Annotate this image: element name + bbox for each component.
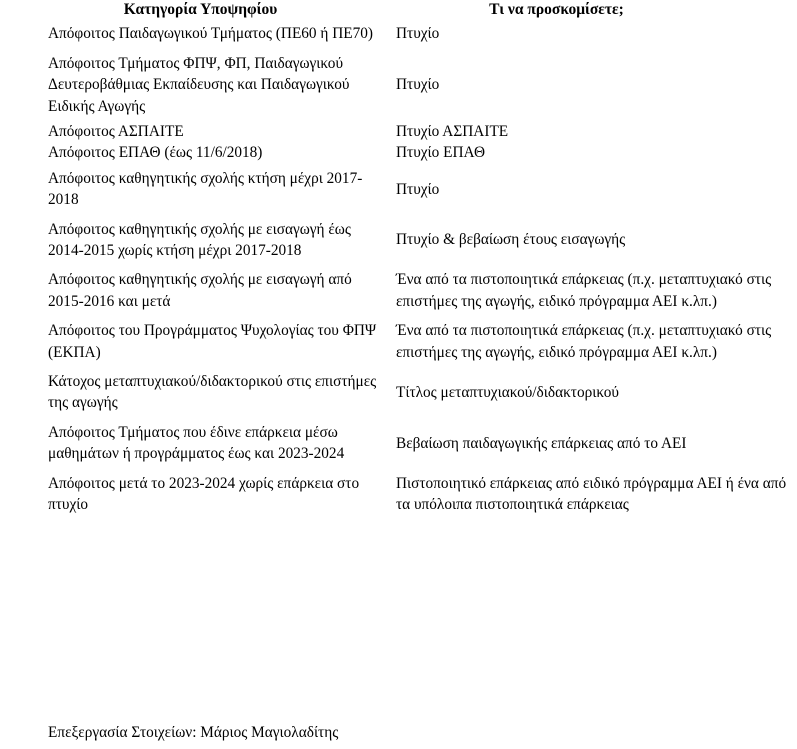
cell-category: Απόφοιτος του Προγράμματος Ψυχολογίας του ΦΠΨ (ΕΚΠΑ) xyxy=(48,322,377,361)
cell-category: Απόφοιτος Τμήματος ΦΠΨ, ΦΠ, Παιδαγωγικού Δευτεροβάθμιας Εκπαίδευσης και Παιδαγωγικού Ειδικής Αγωγής xyxy=(48,54,350,115)
table-row xyxy=(48,469,790,520)
footer-credit-text: Επεξεργασία Στοιχείων: Μάριος Μαγιολαδίτης xyxy=(48,723,339,741)
cell-category: Απόφοιτος Τμήματος που έδινε επάρκεια μέσω μαθημάτων ή προγράμματος έως και 2023-2024 xyxy=(48,423,345,463)
table-row xyxy=(48,265,790,316)
table-row xyxy=(48,121,790,142)
table-row xyxy=(48,418,790,469)
cell-category: Απόφοιτος καθηγητικής σχολής με εισαγωγή από 2015-2016 και μετά xyxy=(48,271,352,310)
table-row xyxy=(48,164,790,215)
cell-documents: Ένα από τα πιστοποιητικά επάρκειας (π.χ. μεταπτυχιακό στις επιστήμες της αγωγής, ειδικό πρόγραμμα ΑΕΙ κ.λπ.) xyxy=(396,322,772,361)
cell-documents: Πτυχίο ΕΠΑΘ xyxy=(396,144,486,162)
cell-category: Απόφοιτος ΑΣΠΑΙΤΕ xyxy=(48,123,184,140)
cell-category: Απόφοιτος Παιδαγωγικού Τμήματος (ΠΕ60 ή ΠΕ70) xyxy=(48,25,374,43)
cell-documents: Πτυχίο xyxy=(396,76,440,94)
table-header-row xyxy=(48,0,790,19)
table-header xyxy=(48,0,790,19)
cell-category: Απόφοιτος ΕΠΑΘ (έως 11/6/2018) xyxy=(48,144,263,162)
cell-documents: Πτυχίο ΑΣΠΑΙΤΕ xyxy=(396,123,509,140)
footer-credit xyxy=(48,722,338,749)
cell-documents: Ένα από τα πιστοποιητικά επάρκειας (π.χ. μεταπτυχιακό στις επιστήμες της αγωγής, ειδικό πρόγραμμα ΑΕΙ κ.λπ.) xyxy=(396,271,772,310)
cell-documents: Πιστοποιητικό επάρκειας από ειδικό πρόγραμμα ΑΕΙ ή ένα από τα υπόλοιπα πιστοποιητικά επάρκειας xyxy=(396,474,787,514)
table-body xyxy=(48,19,790,519)
cell-category: Απόφοιτος καθηγητικής σχολής κτήση μέχρι 2017-2018 xyxy=(48,169,363,209)
candidate-category-table xyxy=(48,0,790,520)
table-row xyxy=(48,49,790,121)
cell-documents: Πτυχίο xyxy=(396,25,440,43)
table-row xyxy=(48,215,790,266)
table-row xyxy=(48,142,790,163)
column-header-documents: Τι να προσκομίσετε; xyxy=(489,1,624,18)
table-row xyxy=(48,19,790,48)
cell-documents: Πτυχίο & βεβαίωση έτους εισαγωγής xyxy=(396,231,626,249)
cell-category: Απόφοιτος καθηγητικής σχολής με εισαγωγή έως 2014-2015 χωρίς κτήση μέχρι 2017-2018 xyxy=(48,220,351,260)
table-row xyxy=(48,316,790,367)
cell-category: Απόφοιτος μετά το 2023-2024 χωρίς επάρκεια στο πτυχίο xyxy=(48,474,360,514)
footer-clipped-line xyxy=(48,743,338,749)
table-row xyxy=(48,367,790,418)
cell-documents: Πτυχίο xyxy=(396,180,440,198)
cell-documents: Τίτλος μεταπτυχιακού/διδακτορικού xyxy=(396,383,619,401)
cell-documents: Βεβαίωση παιδαγωγικής επάρκειας από το ΑΕΙ xyxy=(396,434,687,452)
column-header-category: Κατηγορία Υποψηφίου xyxy=(123,1,278,18)
cell-category: Κάτοχος μεταπτυχιακού/διδακτορικού στις επιστήμες της αγωγής xyxy=(48,373,377,412)
